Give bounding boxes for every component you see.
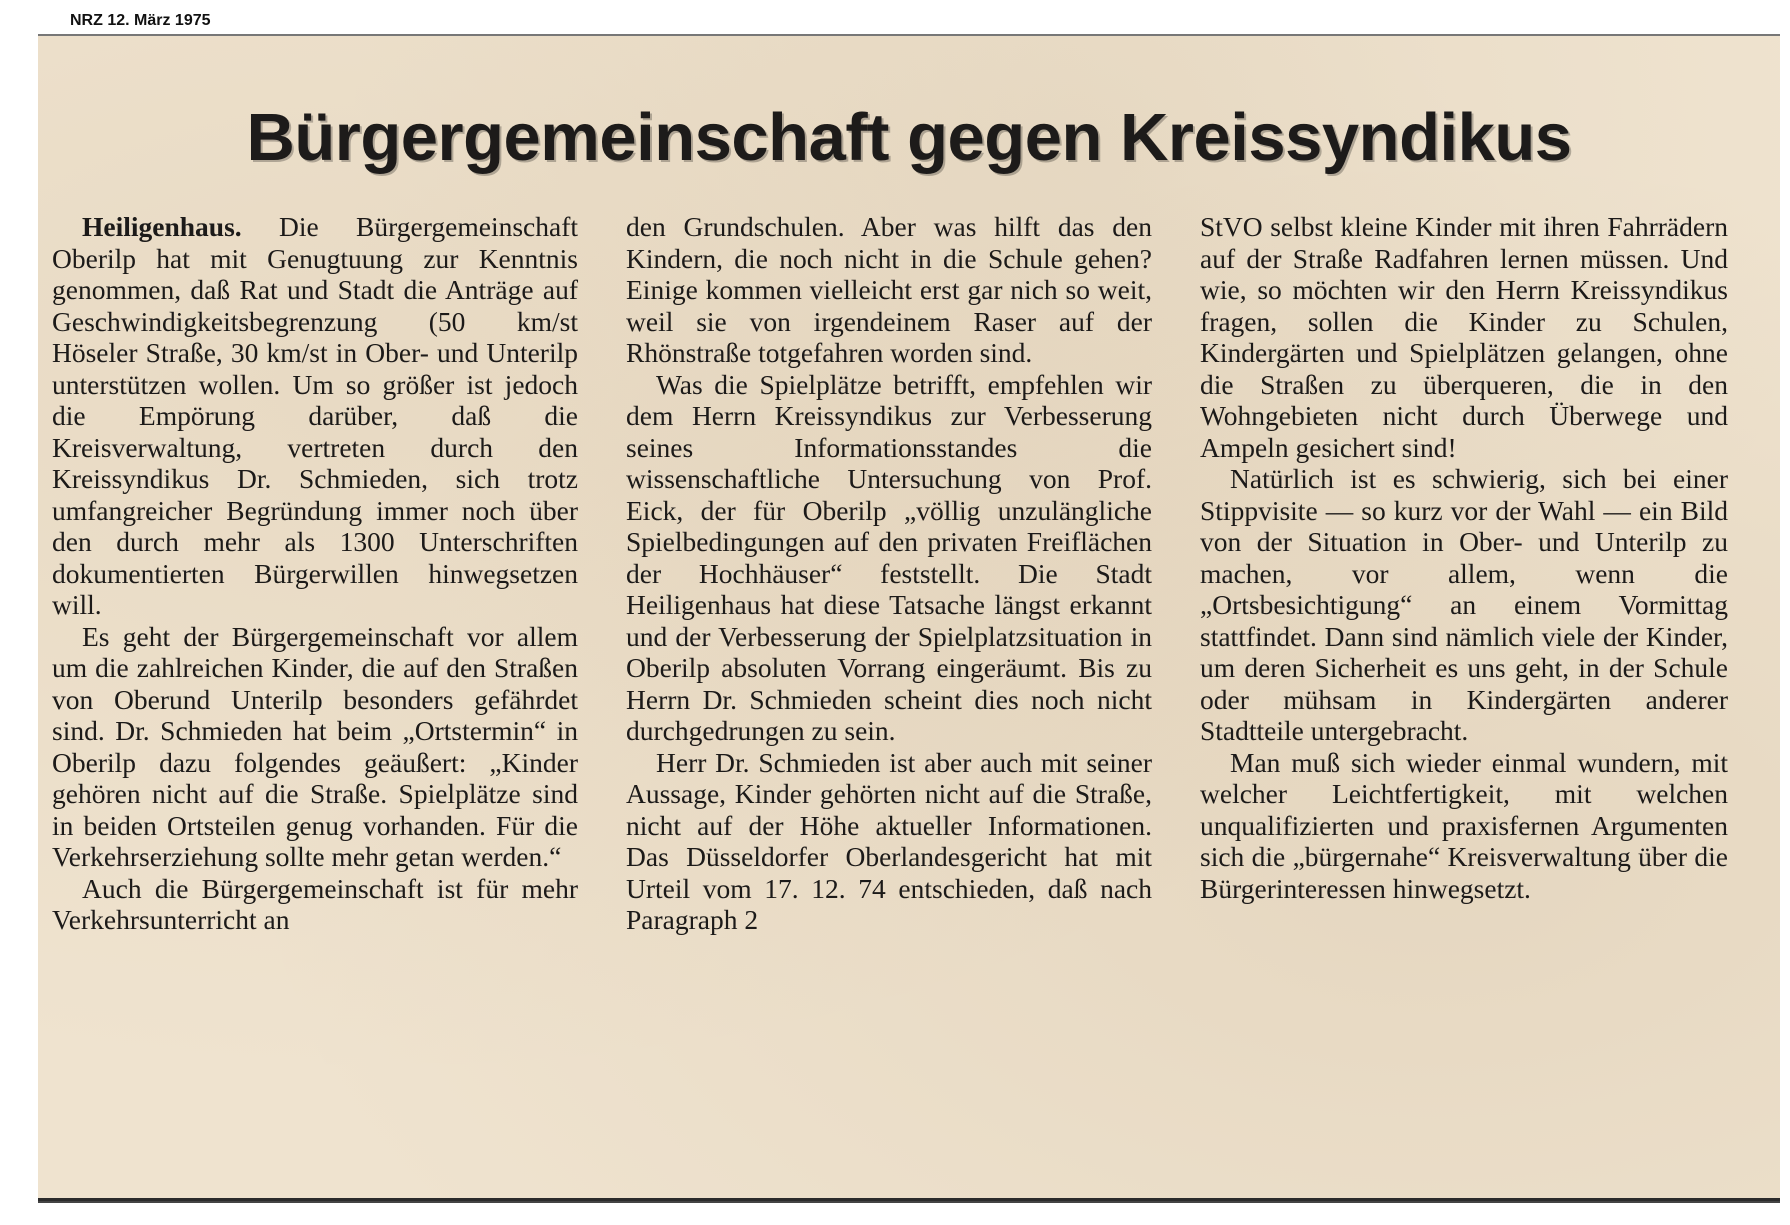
source-label: NRZ 12. März 1975 — [70, 12, 211, 29]
paragraph: Natürlich ist es schwierig, sich bei einer Stippvisite — so kurz vor der Wahl — ein Bild von der Situation in Ober- und Unterilp zu machen, vor allem, wenn die „Ortsbesichtigung“ an einem Vormittag stattfindet. Dann sind nämlich viele der Kinder, um deren Sicherheit es uns geht, in der Schule oder mühsam in Kindergärten anderer Stadtteile untergebracht. — [1200, 463, 1728, 746]
paragraph: Man muß sich wieder einmal wundern, mit welcher Leichtfertigkeit, mit welchen unqualifizierten und praxisfernen Argumenten sich die „bürgernahe“ Kreisverwaltung über die Bürgerinteressen hinwegsetzt. — [1200, 746, 1728, 904]
paragraph: StVO selbst kleine Kinder mit ihren Fahrrädern auf der Straße Radfahren lernen müssen. Und wie, so möchten wir den Herrn Kreissyndikus fragen, sollen die Kinder zu Schulen, Kindergärten und Spielplätzen gelangen, ohne die Straßen zu überqueren, die in den Wohngebieten nicht durch Überwege und Ampeln gesichert sind! — [1200, 211, 1728, 463]
paragraph: Was die Spielplätze betrifft, empfehlen wir dem Herrn Kreissyndikus zur Verbesserung seines Informationsstandes die wissenschaftliche Untersuchung von Prof. Eick, der für Oberilp „völlig unzulängliche Spielbedingungen auf den privaten Freiflächen der Hochhäuser“ feststellt. Die Stadt Heiligenhaus hat diese Tatsache längst erkannt und der Verbesserung der Spielplatzsituation in Oberilp absoluten Vorrang eingeräumt. Bis zu Herrn Dr. Schmieden scheint dies noch nicht durchgedrungen zu sein. — [626, 368, 1152, 746]
newspaper-clipping — [38, 34, 1780, 1203]
headline: Bürgergemeinschaft gegen Kreissyndikus — [246, 100, 1572, 175]
paragraph: Herr Dr. Schmieden ist aber auch mit seiner Aussage, Kinder gehörten nicht auf die Straße, nicht auf der Höhe aktueller Informationen. Das Düsseldorfer Oberlandesgericht hat mit Urteil vom 17. 12. 74 entschieden, daß nach Paragraph 2 — [626, 746, 1152, 935]
paragraph — [52, 211, 578, 621]
article-column-3 — [1200, 211, 1728, 904]
paragraph: den Grundschulen. Aber was hilft das den Kindern, die noch nicht in die Schule gehen? Einige kommen vielleicht erst gar nich so weit, weil sie von irgendeinem Raser auf der Rhönstraße totgefahren worden sind. — [626, 211, 1152, 368]
bottom-rule — [38, 1198, 1780, 1201]
paragraph: Es geht der Bürgergemeinschaft vor allem um die zahlreichen Kinder, die auf den Straßen von Oberund Unterilp besonders gefährdet sind. Dr. Schmieden hat beim „Ortstermin“ in Oberilp dazu folgendes geäußert: „Kinder gehören nicht auf die Straße. Spielplätze sind in beiden Ortsteilen genug vorhanden. Für die Verkehrserziehung sollte mehr getan werden.“ — [52, 620, 578, 872]
paragraph: Auch die Bürgergemeinschaft ist für mehr Verkehrsunterricht an — [52, 872, 578, 935]
dateline: Heiligenhaus. — [82, 211, 242, 242]
article-column-2 — [626, 211, 1152, 936]
article-column-1 — [52, 211, 578, 936]
paragraph-text: Die Bürgergemeinschaft Oberilp hat mit Genugtuung zur Kenntnis genommen, daß Rat und Stadt die Anträge auf Geschwindigkeitsbegrenzung (50 km/st Höseler Straße, 30 km/st in Ober- und Unterilp unterstützen wollen. Um so größer ist jedoch die Empörung darüber, daß die Kreisverwaltung, vertreten durch den Kreissyndikus Dr. Schmieden, sich trotz umfangreicher Begründung immer noch über den durch mehr als 1300 Unterschriften dokumentierten Bürgerwillen hinwegsetzen will. — [52, 211, 578, 620]
